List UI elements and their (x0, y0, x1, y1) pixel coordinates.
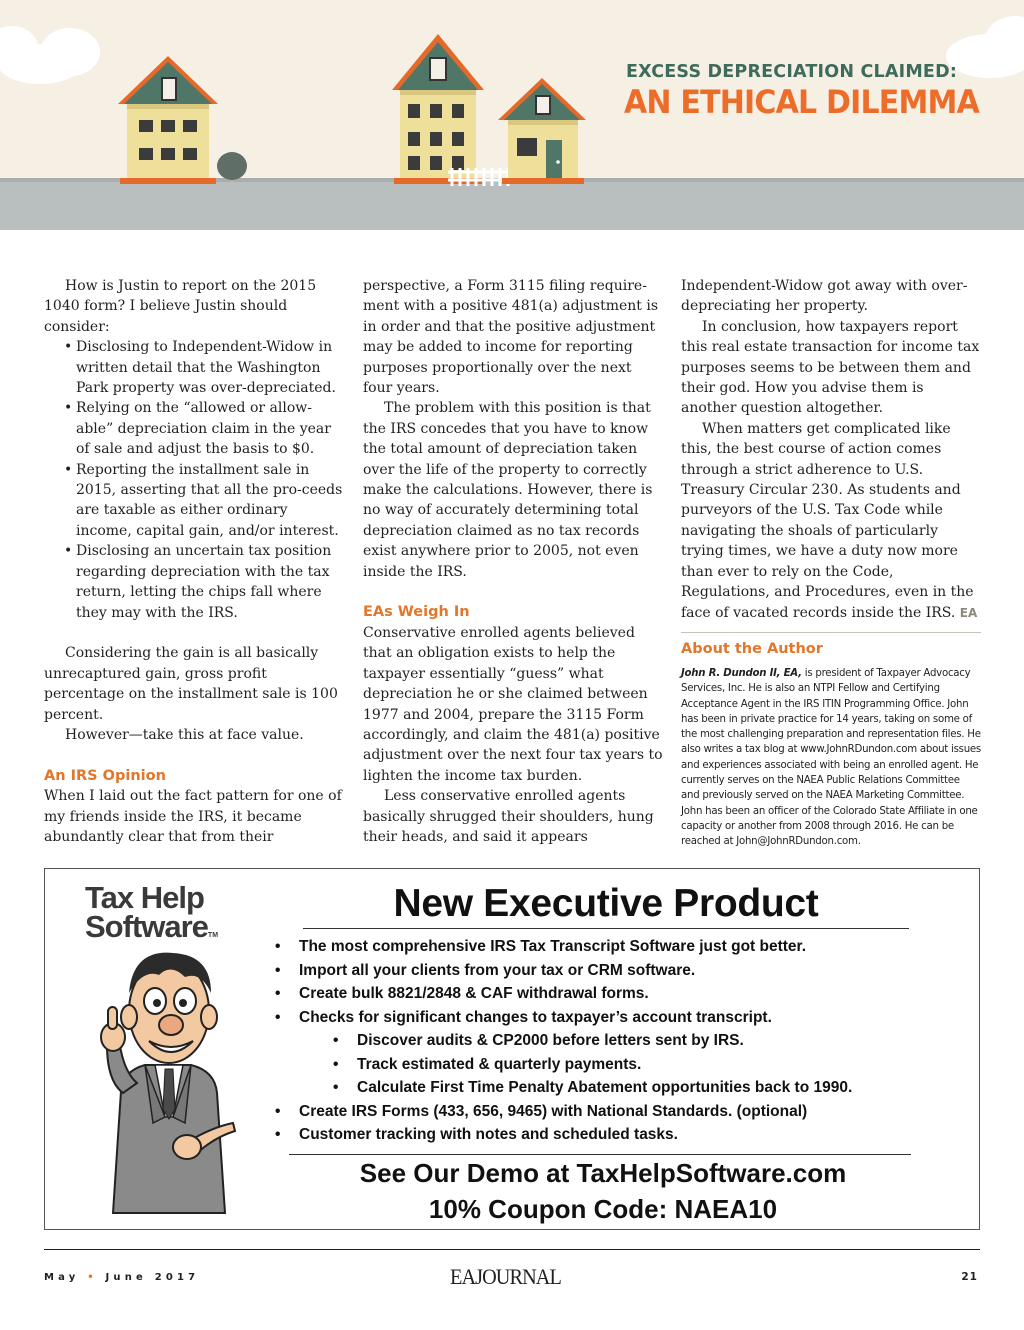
article-kicker: EXCESS DEPRECIATION CLAIMED: (626, 62, 958, 82)
list-item: • Create IRS Forms (433, 656, 9465) with National Standards. (optional) (273, 1100, 953, 1124)
list-item: • Discover audits & CP2000 before letters sent by IRS. (273, 1029, 953, 1053)
issue-month-1: May (44, 1272, 80, 1283)
cloud-right (946, 16, 1024, 78)
column-3 (681, 276, 981, 849)
ea-journal-masthead: EAJOURNAL (450, 1264, 561, 1289)
list-item: • Checks for significant changes to taxpayer’s account transcript. (273, 1006, 953, 1030)
ad-cta-rule (289, 1154, 911, 1155)
paragraph-problem: The problem with this position is that the IRS concedes that you have to know the total amount of depreciation taken over the life of the property to correctly make the calculations. However, there is no way of accurately determining total depreciation claimed as no tax records exist anywhere prior to 2005, not even inside the IRS. (363, 400, 653, 580)
end-mark: EA (959, 605, 978, 620)
paragraph-widow: Independent-Widow got away with over-depreciating her property. (681, 278, 968, 315)
ad-title-rule (303, 928, 909, 929)
tax-help-software-logo (85, 880, 219, 950)
cloud-left (0, 26, 100, 84)
author-bio (681, 666, 981, 850)
ad-demo-link[interactable]: See Our Demo at TaxHelpSoftware.com (359, 1158, 847, 1188)
list-item: • Create bulk 8821/2848 & CAF withdrawal forms. (273, 982, 953, 1006)
paragraph-less-conservative: Less conservative enrolled agents basically shrugged their shoulders, hung their heads, and said it appears (363, 788, 654, 845)
house-middle (392, 34, 484, 184)
logo-trademark: TM (207, 932, 219, 939)
paragraph-when-matters (681, 419, 981, 623)
house-left (118, 56, 247, 184)
divider (681, 632, 981, 633)
ad-title: New Executive Product (393, 882, 819, 925)
list-item: • Customer tracking with notes and scheduled tasks. (273, 1123, 953, 1147)
author-name: John R. Dundon II, EA, (681, 667, 802, 679)
ad-coupon-code: 10% Coupon Code: NAEA10 (428, 1194, 778, 1224)
paragraph-conclusion: In conclusion, how taxpayers report this real estate transaction for income tax purposes seems to be between them and their god. How you advise them is another question altogether. (681, 318, 980, 417)
list-item: • Track estimated & quarterly payments. (273, 1053, 953, 1077)
ad-feature-list (273, 935, 953, 1147)
subheading-eas-weigh-in: EAs Weigh In (363, 604, 470, 621)
subheading-irs-opinion: An IRS Opinion (44, 767, 166, 784)
logo-line-2: Software (85, 909, 208, 944)
paragraph-when-text: When matters get complicated like this, the best course of action comes through a strict adherence to U.S. Treasury Circular 230. As students and purveyors of the U.S. Tax Code while navigating the shoals of particularly trying times, we have a duty now more than ever to rely on the Code, Regulations, and Procedures, even in the face of vacated records inside the IRS. (681, 420, 974, 621)
list-item: • Calculate First Time Penalty Abatement opportunities back to 1990. (273, 1076, 953, 1100)
paragraph-however: However—take this at face value. (65, 726, 304, 743)
paragraph-conservative: Conservative enrolled agents believed that an obligation exists to help the taxpayer essentially “guess” what depreciation he or she claimed between 1977 and 2004, prepare the 3115 Form accordingly, and claim the 481(a) positive adjustment over the next four tax years to lighten the income tax burden. (363, 624, 663, 784)
advertisement (44, 868, 980, 1230)
about-author-heading: About the Author (681, 640, 823, 657)
mascot-illustration (93, 941, 243, 1221)
column-2 (363, 276, 663, 847)
list-item: • Disclosing to Independent-Widow in written detail that the Washington Park property was over-depreciated. (44, 337, 344, 398)
logo-line-1: Tax Help (85, 880, 204, 915)
ground-strip (0, 180, 1024, 230)
paragraph-perspective: perspective, a Form 3115 filing require-ment with a positive 481(a) adjustment is in order and that the positive adjustment may be added to income for reporting purposes proportionally over the next four years. (363, 278, 659, 397)
list-item: • Disclosing an uncertain tax position regarding depreciation with the tax return, letting the chips fall where they may with the IRS. (44, 541, 344, 623)
list-item: • Import all your clients from your tax or CRM software. (273, 959, 953, 983)
intro-paragraph: How is Justin to report on the 2015 1040 form? I believe Justin should consider: (44, 278, 317, 335)
issue-separator: • (87, 1272, 98, 1283)
list-item: • Reporting the installment sale in 2015, asserting that all the pro-ceeds are taxable as either ordinary income, capital gain, and/or interest. (44, 460, 344, 542)
house-right (498, 78, 586, 184)
page-number: 21 (961, 1271, 978, 1283)
issue-date (44, 1272, 199, 1283)
issue-month-2: June 2017 (105, 1272, 200, 1283)
article-headline: AN ETHICAL DILEMMA (624, 84, 979, 122)
author-bio-text: is president of Taxpayer Advocacy Services, Inc. He is also an NTPI Fellow and Certifying Acceptance Agent in the IRS ITIN Programming Office. John has been in private practice for 14 years, taking on some of the most challenging preparation and representation files. He also writes a tax blog at www.JohnRDundon.com about issues and experiences associated with being an enrolled agent. He currently serves on the NAEA Public Relations Committee and previously served on the NAEA Marketing Committee. John has been an officer of the Colorado State Affiliate in one capacity or another from 2008 through 2016. He can be reached at John@JohnRDundon.com. (681, 667, 981, 848)
list-item: • The most comprehensive IRS Tax Transcript Software just got better. (273, 935, 953, 959)
consideration-list (44, 337, 344, 623)
header-banner (0, 0, 1024, 230)
list-item: • Relying on the “allowed or allow-able” depreciation claim in the year of sale and adjust the basis to $0. (44, 398, 344, 459)
paragraph-irs: When I laid out the fact pattern for one of my friends inside the IRS, it became abundantly clear that from their (44, 788, 342, 845)
footer-rule (44, 1249, 980, 1250)
paragraph-gain: Considering the gain is all basically unrecaptured gain, gross profit percentage on the installment sale is 100 percent. (44, 645, 338, 723)
column-1 (44, 276, 344, 847)
